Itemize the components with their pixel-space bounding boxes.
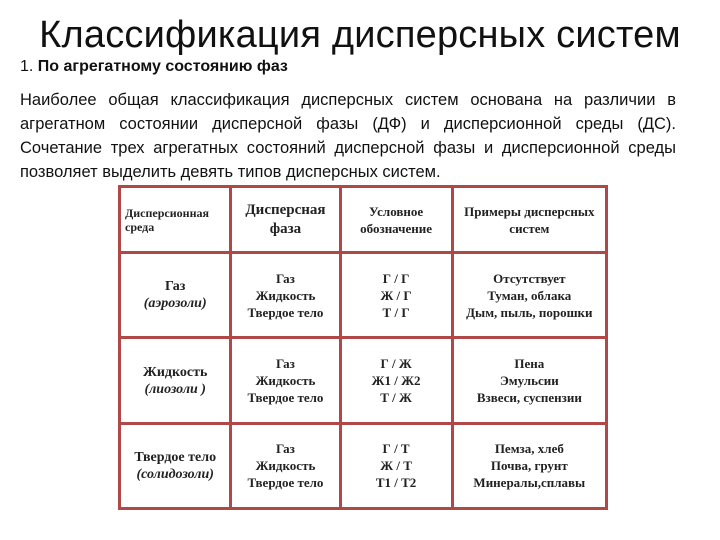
phase-item: Газ [276, 356, 295, 372]
phase-item: Твердое тело [247, 304, 324, 320]
example-item: Дым, пыль, порошки [466, 304, 593, 320]
example-item: Пена [514, 356, 545, 372]
classification-table [118, 185, 608, 510]
symbol-item: Т / Ж [380, 390, 412, 406]
example-item: Туман, облака [487, 287, 572, 303]
example-item: Эмульсии [499, 373, 559, 389]
symbol-item: Г / Т [382, 441, 410, 457]
symbol-item: Ж / Г [380, 287, 412, 303]
phase-item: Жидкость [255, 287, 316, 303]
phase-item: Газ [276, 441, 295, 457]
header-phase: Дисперсная фаза [231, 187, 340, 253]
header-medium: Дисперсионная среда [120, 187, 231, 253]
section-heading [20, 58, 288, 76]
table-row [120, 338, 607, 423]
medium-subtitle: (лиозоли ) [144, 381, 206, 397]
table-header-row [120, 187, 607, 253]
slide-title: Классификация дисперсных систем [39, 14, 681, 56]
medium-name: Жидкость [143, 364, 208, 380]
table-row [120, 423, 607, 508]
medium-subtitle: (солидозоли) [136, 466, 214, 482]
examples-cell [452, 338, 606, 423]
example-item: Отсутствует [493, 270, 566, 286]
phase-cell [231, 338, 340, 423]
phase-item: Твердое тело [247, 390, 324, 406]
medium-name: Газ [165, 279, 186, 295]
medium-subtitle: (аэрозоли) [143, 296, 207, 312]
phase-item: Твердое тело [247, 475, 324, 491]
medium-cell [120, 253, 231, 338]
symbol-cell [340, 253, 452, 338]
medium-cell [120, 423, 231, 508]
symbol-item: Г / Ж [380, 356, 412, 372]
symbol-cell [340, 423, 452, 508]
table-row [120, 253, 607, 338]
description-paragraph: Наиболее общая классификация дисперсных систем основана на различии в агрегатном состоянии дисперсной фазы (ДФ) и дисперсионной среды (ДС). Сочетание трех агрегатных состояний дисперсной фазы и дисперсионной среды позволяет выделить девять типов дисперсных систем. [20, 91, 676, 181]
phase-cell [231, 423, 340, 508]
symbol-cell [340, 338, 452, 423]
example-item: Пемза, хлеб [494, 441, 564, 457]
phase-item: Газ [276, 270, 295, 286]
examples-cell [452, 253, 606, 338]
symbol-item: Ж1 / Ж2 [371, 373, 421, 389]
phase-item: Жидкость [255, 458, 316, 474]
medium-name: Твердое тело [134, 449, 217, 465]
examples-cell [452, 423, 606, 508]
header-examples: Примеры дисперсных систем [452, 187, 606, 253]
section-number: 1. [20, 58, 34, 75]
classification-table-container [118, 185, 608, 510]
symbol-item: Ж / Т [380, 458, 412, 474]
phase-item: Жидкость [255, 373, 316, 389]
symbol-item: Т1 / Т2 [375, 475, 417, 491]
symbol-item: Г / Г [382, 270, 410, 286]
example-item: Почва, грунт [490, 458, 568, 474]
example-item: Минералы,сплавы [473, 475, 586, 491]
example-item: Взвеси, суспензии [476, 390, 582, 406]
symbol-item: Т / Г [382, 304, 410, 320]
phase-cell [231, 253, 340, 338]
medium-cell [120, 338, 231, 423]
section-title: По агрегатному состоянию фаз [37, 58, 288, 75]
header-symbol: Условное обозначение [340, 187, 452, 253]
